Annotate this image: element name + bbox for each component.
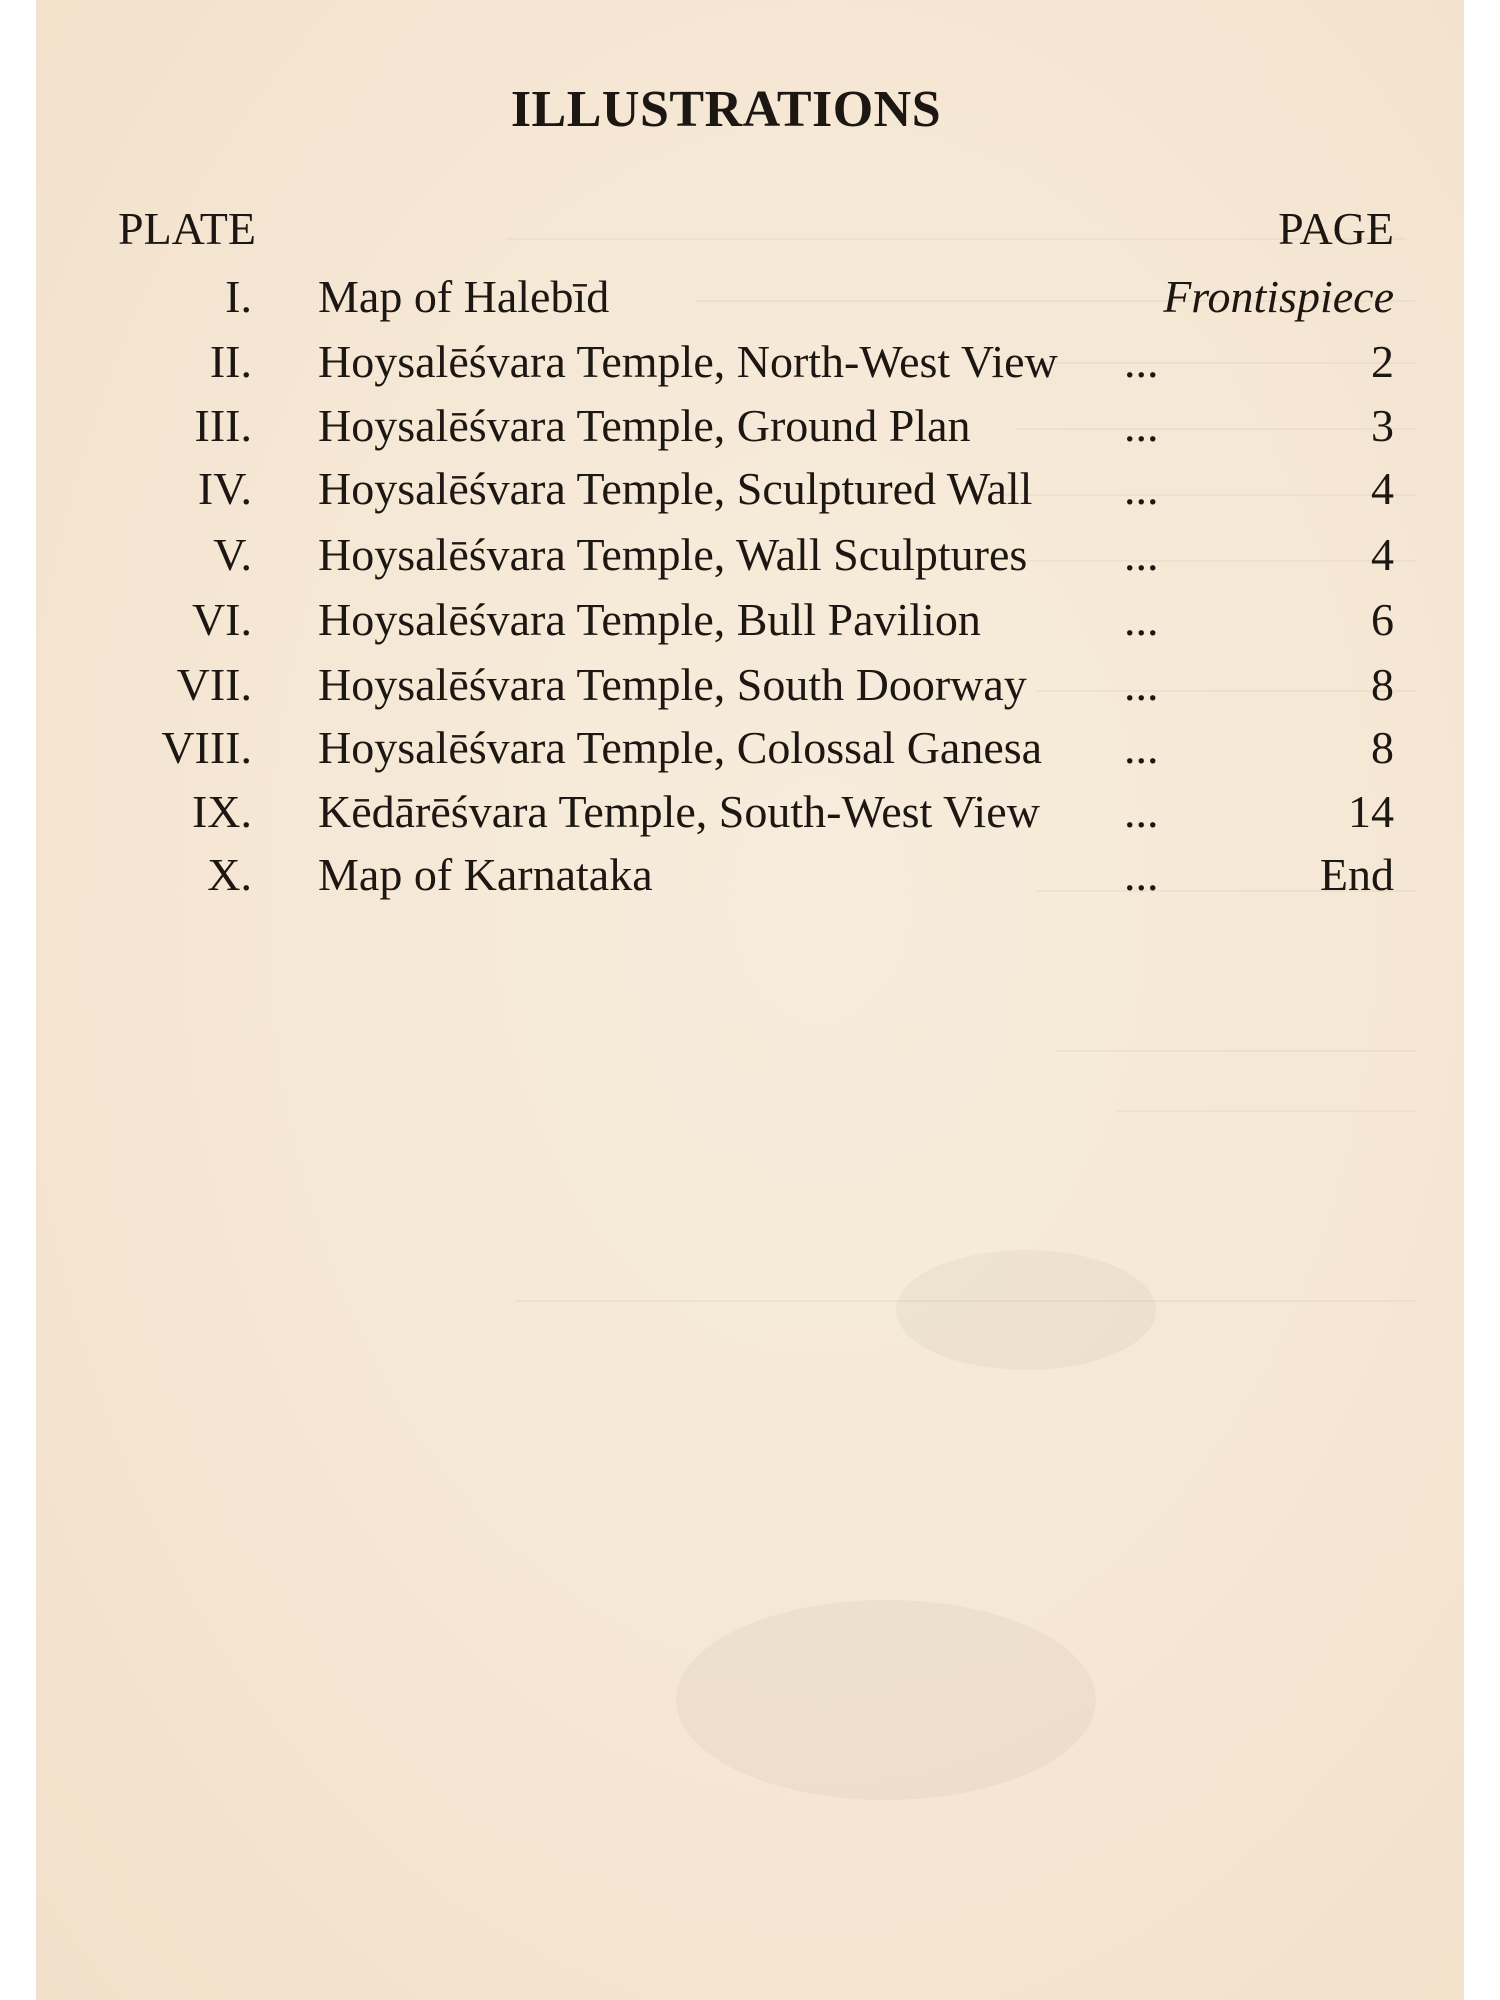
page-reference: 3 [1371,400,1394,451]
page-reference: Frontispiece [1163,271,1394,322]
list-item [36,459,1464,519]
list-item [36,525,1464,585]
plate-number: VIII. [161,722,252,773]
paper-smudge [676,1600,1096,1800]
page-reference: End [1319,849,1394,900]
plate-caption: Hoysalēśvara Temple, North-West View [318,336,1058,387]
plate-number: III. [194,400,252,451]
page-column-header: PAGE [1278,203,1394,254]
plate-number: VI. [191,594,252,645]
plate-caption: Kēdārēśvara Temple, South-West View [318,786,1040,837]
book-page [36,0,1464,2000]
list-item [36,267,1464,327]
leader-dots: ... [1124,529,1159,580]
plate-caption: Map of Halebīd [318,271,610,322]
leader-dots: ... [1124,463,1159,514]
show-through-line [506,238,1406,240]
plate-number: X. [207,849,252,900]
plate-caption: Hoysalēśvara Temple, South Doorway [318,659,1027,710]
paper-smudge [896,1250,1156,1370]
show-through-line [1056,1050,1416,1052]
list-item [36,590,1464,650]
leader-dots: ... [1124,400,1159,451]
plate-caption: Hoysalēśvara Temple, Sculptured Wall [318,463,1033,514]
list-item [36,332,1464,392]
plate-number: IV. [197,463,252,514]
plate-caption: Hoysalēśvara Temple, Ground Plan [318,400,971,451]
show-through-line [1116,1110,1416,1112]
plate-number: II. [209,336,252,387]
plate-caption: Map of Karnataka [318,849,653,900]
list-item [36,396,1464,456]
plate-number: IX. [191,786,252,837]
plate-number: I. [225,271,252,322]
leader-dots: ... [1124,659,1159,710]
page-reference: 4 [1371,463,1394,514]
plate-caption: Hoysalēśvara Temple, Bull Pavilion [318,594,981,645]
leader-dots: ... [1124,336,1159,387]
list-item [36,718,1464,778]
page-title: ILLUSTRATIONS [510,81,942,138]
list-item [36,782,1464,842]
leader-dots: ... [1124,594,1159,645]
leader-dots: ... [1124,722,1159,773]
list-item [36,845,1464,905]
page-reference: 8 [1371,659,1394,710]
page-reference: 8 [1371,722,1394,773]
plate-column-header: PLATE [118,203,256,254]
leader-dots: ... [1124,849,1159,900]
plate-number: VII. [176,659,252,710]
list-item [36,655,1464,715]
page-reference: 14 [1348,786,1394,837]
page-reference: 2 [1371,336,1394,387]
leader-dots: ... [1124,786,1159,837]
page-reference: 4 [1371,529,1394,580]
plate-number: V. [213,529,252,580]
page-reference: 6 [1371,594,1394,645]
plate-caption: Hoysalēśvara Temple, Wall Sculptures [318,529,1028,580]
plate-caption: Hoysalēśvara Temple, Colossal Ganesa [318,722,1043,773]
